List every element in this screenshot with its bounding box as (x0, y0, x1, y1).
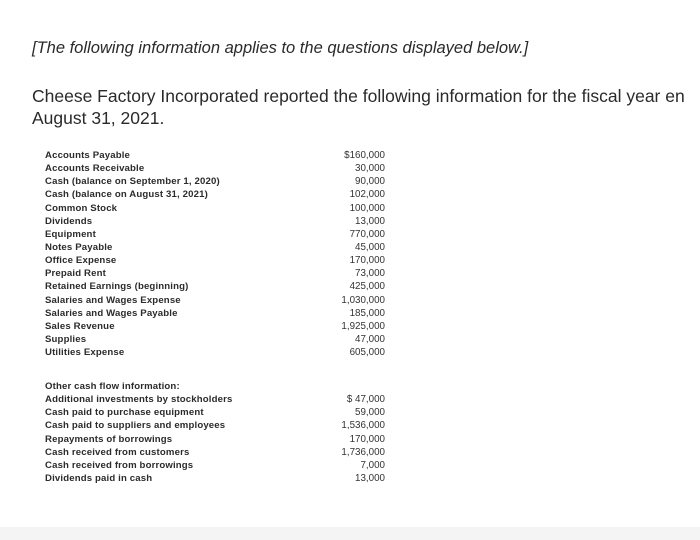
account-value: 30,000 (355, 163, 385, 175)
account-value: 1,925,000 (341, 320, 385, 332)
statement-line-2: August 31, 2021. (32, 108, 165, 128)
account-label: Equipment (45, 228, 96, 240)
account-label: Cash (balance on August 31, 2021) (45, 189, 208, 201)
cash-flow-value: 1,536,000 (341, 420, 385, 432)
account-label: Common Stock (45, 202, 118, 214)
cash-flow-value: 13,000 (355, 472, 385, 484)
table-row (45, 255, 385, 268)
account-label: Sales Revenue (45, 320, 115, 332)
table-row (45, 407, 385, 420)
account-value: 47,000 (355, 333, 385, 345)
account-value: 425,000 (349, 281, 385, 293)
account-label: Cash (balance on September 1, 2020) (45, 176, 220, 188)
cash-flow-label: Cash received from customers (45, 446, 190, 458)
table-row (45, 281, 385, 294)
account-label: Utilities Expense (45, 347, 125, 359)
cash-flow-value: 7,000 (360, 459, 385, 471)
cash-flow-table (45, 381, 385, 486)
account-value: $160,000 (344, 150, 385, 161)
table-row (45, 268, 385, 281)
cash-flow-value: 170,000 (349, 433, 385, 445)
table-row (45, 347, 385, 360)
cash-flow-label: Cash received from borrowings (45, 459, 194, 471)
table-row (45, 321, 385, 334)
account-value: 102,000 (349, 189, 385, 201)
account-label: Notes Payable (45, 241, 113, 253)
account-value: 170,000 (349, 255, 385, 267)
table-row (45, 229, 385, 242)
account-label: Salaries and Wages Expense (45, 294, 181, 306)
table-row (45, 308, 385, 321)
intro-note: [The following information applies to the questions displayed below.] (32, 39, 529, 57)
account-label: Accounts Payable (45, 150, 131, 161)
table-row (45, 203, 385, 216)
account-label: Office Expense (45, 255, 117, 267)
table-row (45, 473, 385, 486)
cash-flow-label: Additional investments by stockholders (45, 394, 233, 406)
table-row (45, 394, 385, 407)
account-label: Accounts Receivable (45, 163, 145, 175)
cash-flow-label: Repayments of borrowings (45, 433, 173, 445)
account-label: Supplies (45, 333, 87, 345)
table-row (45, 163, 385, 176)
account-value: 605,000 (349, 347, 385, 359)
cash-flow-label: Cash paid to suppliers and employees (45, 420, 226, 432)
account-value: 45,000 (355, 241, 385, 253)
cash-flow-heading: Other cash flow information: (45, 381, 180, 392)
account-value: 90,000 (355, 176, 385, 188)
account-label: Prepaid Rent (45, 268, 106, 280)
cash-flow-value: 59,000 (355, 407, 385, 419)
table-row (45, 216, 385, 229)
cash-flow-label: Cash paid to purchase equipment (45, 407, 204, 419)
table-row (45, 295, 385, 308)
account-value: 1,030,000 (341, 294, 385, 306)
account-value: 100,000 (349, 202, 385, 214)
table-row (45, 334, 385, 347)
account-label: Salaries and Wages Payable (45, 307, 178, 319)
table-row (45, 434, 385, 447)
account-value: 13,000 (355, 215, 385, 227)
account-label: Retained Earnings (beginning) (45, 281, 189, 293)
cash-flow-value: $ 47,000 (346, 394, 385, 406)
account-value: 185,000 (349, 307, 385, 319)
table-row (45, 460, 385, 473)
account-label: Dividends (45, 215, 93, 227)
account-value: 770,000 (349, 228, 385, 240)
cash-flow-value: 1,736,000 (341, 446, 385, 458)
cash-flow-heading-row (45, 381, 385, 394)
account-value: 73,000 (355, 268, 385, 280)
table-row (45, 176, 385, 189)
cash-flow-label: Dividends paid in cash (45, 472, 153, 484)
table-row (45, 150, 385, 163)
table-row (45, 242, 385, 255)
table-row (45, 189, 385, 202)
table-row (45, 447, 385, 460)
table-row (45, 420, 385, 433)
statement-line-1: Cheese Factory Incorporated reported the following information for the fiscal year en (32, 86, 685, 106)
problem-statement (32, 85, 685, 129)
accounts-table (45, 150, 385, 360)
